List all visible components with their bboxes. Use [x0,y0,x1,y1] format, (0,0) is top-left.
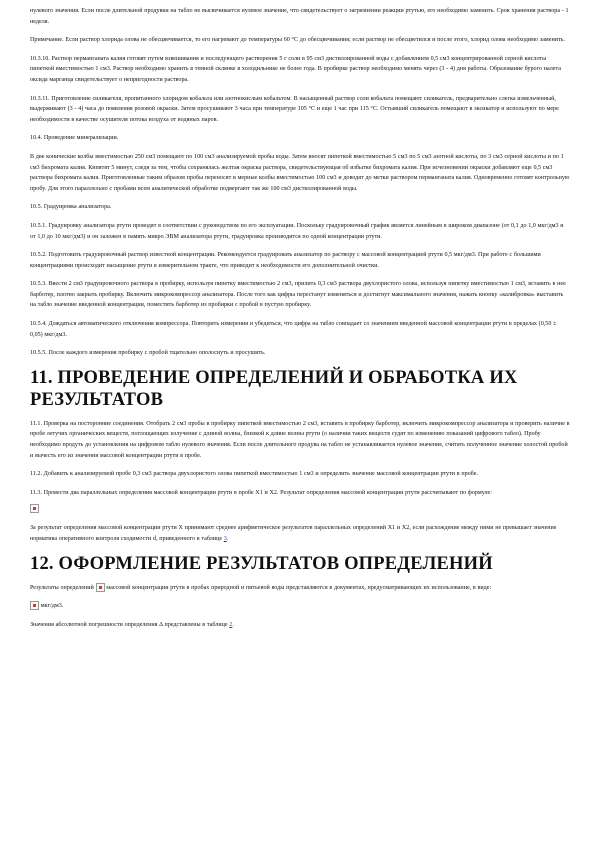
paragraph-11-result-text: За результат определения массовой концентрации ртути Х принимают среднее арифметическое результатов параллельных определений Х1 и Х2, если расхождение между ними не превышает значение норматива оперативного контроля сходимости d, приведенного в таблице [30,525,557,542]
paragraph-mineralization: В две конические колбы вместимостью 250 см3 помещают по 100 см3 анализируемой пробы воды. Затем вносят пипеткой вместимостью 5 см3 по 5 см3 азотной кислоты, по 3 см3 серной кислоты и по 1 см3 бихромата калия. Кипятят 5 минут, следя за тем, чтобы сохранялась желтая окраска раствора, свидетельствующая об избытке бихромата калия. При исчезновении окраски добавляют еще 0,5 см3 раствора бихромата калия. Приготовленные таким образом пробы переносят в мерные колбы вместимостью 100 см3 и доводят до метки раствором перманганата калия. Одновременно готовят контрольную пробу. Для этого параллельно с пробами всем аналитической обработке подвергают так же 100 см3 дистиллированной воды. [30,153,570,192]
paragraph-continuation: нулевого значения. Если после длительной продувки на табло не высвечивается нулевое значение, что свидетельствует о загрязнении реакции ртутью, его необходимо заменить. Срок хранения раствора - 1 неделя. [30,8,569,25]
paragraph-10-5-3: 10.5.3. Ввести 2 см3 градуировочного раствора в пробирку, используя пипетку вместимостью 2 см3, прилить 0,3 см3 раствора двухлористого олова, используя пипетку вместимостью 1 см3, вставить в нее барботер, плотно закрыть пробирку. Включить микрокомпрессор анализатора. После того как цифры перестанут изменяться и достигнут максимального значения, нажать кнопку «калибровка» выставить на табло значение введенной концентрации, поместить барботер из пробирки с пробой в пустую пробирку. [30,281,566,309]
table-2-link[interactable]: 2 [229,621,233,628]
section-heading-11: 11. ПРОВЕДЕНИЕ ОПРЕДЕЛЕНИЙ И ОБРАБОТКА ИХ РЕЗУЛЬТАТОВ [30,367,518,410]
paragraph-12-1-start: Результаты определений [30,584,96,591]
paragraph-10-5-1: 10.5.1. Градуировку анализатора ртути проводят в соответствии с руководством по его эксплуатации. Поскольку градуировочный график является линейным в широком диапазоне (от 0,1 до 1,0 мкг/дм3 и от 1,0 до 10 мкг/дм3) и он заложен в память микро ЭВМ анализатора ртути, градуировка производится по одной концентрации ртути. [30,222,564,240]
formula-inline-image-icon [96,583,105,592]
paragraph-10-5-2: 10.5.2. Подготовить градуировочный раствор известной концентрации. Рекомендуется градуировать анализатор по раствору с массовой концентрацией ртути 0,5 мкг/дм3. При работе с большими концентрациями происходит насыщение ртути в измерительном тракте, что приводит к необходимости его дополнительной очистки. [30,252,541,269]
paragraph-10-3-10: 10.3.10. Раствор перманганата калия готовят путем взвешивания и последующего растворения 5 г соли в 95 см3 дистиллированной воды с добавлением 0,5 см3 концентрированной серной кислоты пипеткой вместимостью 1 см3. Раствор необходимо хранить в темной склянке в холодильнике не более года. В пробирке раствор необходимо менять через (3 - 4) дня работы. Образование бурого налета оксида марганца свидетельствует о непригодности раствора. [30,55,561,83]
paragraph-11-1: 11.1. Проверка на посторонние соединения. Отобрать 2 см3 пробы в пробирку пипеткой вместимостью 2 см3, вставить в пробирку барботер, включить микрокомпрессор анализатора и проверить наличие в пробе летучих органических веществ, поглощающих излучение с длиной волны, близкой к длине волны ртути (о наличии таких веществ судят по изменению показаний цифрового табло). Пробу необходимо продуть до установления на цифровом табло нулевого значения. Если после длительного продува на табло не устанавливается нулевое значение, считать полученное значение холостой пробой и вычесть его из значения массовой концентрации ртути в пробе. [30,420,570,459]
paragraph-10-4: 10.4. Проведение минерализации. [30,135,119,142]
document-page [30,6,570,638]
paragraph-11-result [30,523,570,544]
paragraph-12-3-text: Значения абсолютной погрешности определения Δ представлены в таблице [30,621,230,628]
period: . [232,621,234,628]
paragraph-10-5: 10.5. Градуировка анализатора. [30,204,112,211]
table-3-link[interactable]: 3 [223,536,227,542]
paragraph-12-2 [30,601,570,612]
period: . [226,536,229,542]
paragraph-10-5-5: 10.5.5. После каждого измерения пробирку с пробой тщательно ополоснуть и просушить. [30,350,266,357]
paragraph-10-5-4: 10.5.4. Дождаться автоматического отключения компрессора. Повторить измерения и убедиться, что цифра на табло совпадает со значением введенной массовой концентрации ртути в пределах (0,50 ± 0,05) мкг/дм3. [30,321,557,338]
paragraph-note: Примечание. Если раствор хлорида олова не обесцвечивается, то его нагревают до температуры 60 °С до обесцвечивания; если раствор не обесцветился и после этого, хлорид олова необходимо заменить. [30,37,565,44]
paragraph-12-3 [30,620,570,631]
paragraph-12-1 [30,583,570,594]
paragraph-10-3-11: 10.3.11. Приготовление силикагеля, пропитанного хлоридом кобальта или азотнокислым кобальтом. В насыщенный раствор соли кобальта помещают силикагель, предварительно слегка измельченный, выдерживают (3 - 4) часа до появления розовой окраски. Затем просушивают 3 часа при температуре 105 °С и еще 1 час при 115 °С. Остывший силикагель помещают в эксикатор и используют по мере необходимости в качестве осушителя потока воздуха от водяных паров. [30,95,559,123]
formula-image-icon [30,504,39,513]
formula-result-image-icon [30,601,39,610]
paragraph-11-3: 11.3. Провести два параллельных определения массовой концентрации ртути в пробе Х1 и Х2. Результат определения массовой концентрации ртути рассчитывают по формуле: [30,489,492,496]
paragraph-12-1-end: массовой концентрации ртути в пробах природной и питьевой воды представляются в документах, предусматривающих их использование, в виде: [104,584,492,591]
unit-label: мкг/дм3. [40,603,64,610]
section-heading-12: 12. ОФОРМЛЕНИЕ РЕЗУЛЬТАТОВ ОПРЕДЕЛЕНИЙ [30,553,493,574]
paragraph-11-2: 11.2. Добавить к анализируемой пробе 0,3 см3 раствора двухлористого олова пипеткой вместимостью 1 см3 и определить значение массовой концентрации ртути в пробе. [30,471,478,478]
